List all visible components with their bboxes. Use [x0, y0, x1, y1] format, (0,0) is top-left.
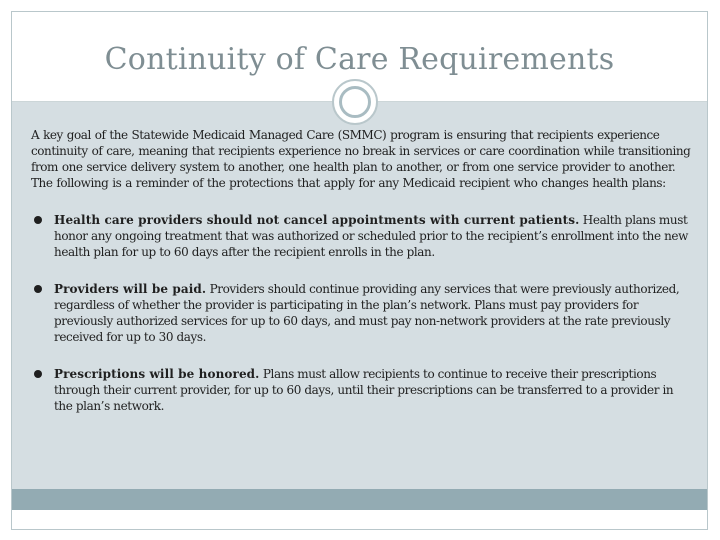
bullet-text: Health plans must honor any ongoing treatment that was authorized or scheduled prior to the recipient’s enrollment into the new health plan for up to 60 days after the recipient enrolls in the plan.	[54, 213, 688, 259]
content-block	[31, 127, 693, 435]
bullet-item-appointments	[31, 212, 693, 260]
bullet-dot-icon	[34, 216, 42, 224]
bullet-item-payment	[31, 281, 693, 345]
bullet-text: Plans must allow recipients to continue to receive their prescriptions through their current provider, for up to 60 days, until their prescriptions can be transferred to a provider in the plan’s network.	[54, 367, 674, 413]
bullet-lead: Prescriptions will be honored.	[54, 367, 260, 381]
bullet-lead: Health care providers should not cancel appointments with current patients.	[54, 213, 580, 227]
bullet-item-prescriptions	[31, 366, 693, 414]
circle-ornament-inner	[339, 86, 371, 118]
bullet-dot-icon	[34, 285, 42, 293]
slide-body	[12, 102, 707, 510]
page-title: Continuity of Care Requirements	[104, 42, 615, 77]
circle-ornament-icon	[332, 79, 378, 125]
slide	[11, 11, 708, 530]
bullet-dot-icon	[34, 370, 42, 378]
intro-paragraph: A key goal of the Statewide Medicaid Managed Care (SMMC) program is ensuring that recipients experience continuity of care, meaning that recipients experience no break in services or care coordination while transitioning from one service delivery system to another, one health plan to another, or from one service provider to another. The following is a reminder of the protections that apply for any Medicaid recipient who changes health plans:	[31, 128, 691, 190]
footer-band	[12, 489, 707, 510]
bullet-lead: Providers will be paid.	[54, 282, 207, 296]
bullet-list	[31, 212, 693, 414]
bullet-text: Providers should continue providing any services that were previously authorized, regardless of whether the provider is participating in the plan’s network. Plans must pay providers for previously authorized services for up to 60 days, and must pay non-network providers at the rate previously received for up to 30 days.	[54, 282, 680, 344]
